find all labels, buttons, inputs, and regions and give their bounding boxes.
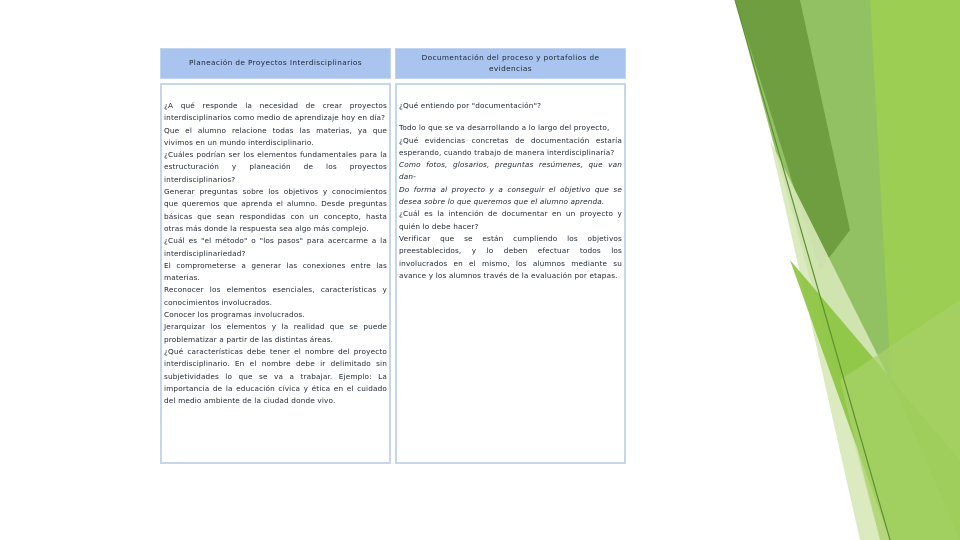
text-paragraph: ¿Cuál es "el método" o "los pasos" para acercarme a la interdisciplinariedad? — [164, 236, 387, 258]
header-documentacion: Documentación del proceso y portafolios de evidencias — [395, 48, 626, 79]
text-paragraph: Jerarquizar los elementos y la realidad que se puede problematizar a partir de las distintas áreas. — [164, 322, 387, 344]
text-paragraph: ¿Qué evidencias concretas de documentación estaría esperando, cuando trabajo de manera interdisciplinaria? — [399, 135, 622, 157]
text-paragraph: Conocer los programas involucrados. — [164, 310, 305, 320]
text-paragraph: Do forma al proyecto y a conseguir el objetivo que se desea sobre lo que queremos que el alumno aprenda. — [399, 184, 622, 207]
text-paragraph: Que el alumno relacione todas las materias, ya que vivimos en un mundo interdisciplinario. — [164, 125, 387, 147]
text-paragraph: ¿Cuál es la intención de documentar en un proyecto y quién lo debe hacer? — [399, 209, 622, 231]
body-documentacion — [395, 83, 626, 464]
text-paragraph: ¿Qué entiendo por "documentación"? — [399, 101, 542, 110]
text-paragraph: Como fotos, glosarios, preguntas resúmenes, que van dan- — [399, 160, 622, 182]
text-paragraph: ¿Qué características debe tener el nombre del proyecto interdisciplinario. En el nombre debe ir delimitado sin subjetividades lo que se va a trabajar. Ejemplo: La importancia de la educación cívica y ética en el cuidado del medio ambiente de la ciudad donde vivo. — [164, 346, 387, 406]
content-table — [160, 48, 626, 464]
header-planeacion: Planeación de Proyectos Interdisciplinarios — [160, 48, 391, 79]
body-planeacion — [160, 83, 391, 464]
text-paragraph: Reconocer los elementos esenciales, características y conocimientos involucrados. — [164, 285, 387, 307]
column-documentacion — [395, 48, 626, 464]
text-paragraph: El comprometerse a generar las conexiones entre las materias. — [164, 260, 387, 283]
text-paragraph: Verificar que se están cumpliendo los objetivos preestablecidos, y lo deben efectuar todos los involucrados en el mismo, los alumnos mediante su avance y los alumnos través de la evaluación por etapas. — [399, 233, 622, 280]
text-paragraph: Todo lo que se va desarrollando a lo largo del proyecto, — [399, 123, 610, 133]
column-planeacion — [160, 48, 391, 464]
text-paragraph: ¿A qué responde la necesidad de crear proyectos interdisciplinarios como medio de aprendizaje hoy en día? — [164, 101, 387, 123]
text-paragraph: ¿Cuáles podrían ser los elementos fundamentales para la estructuración y planeación de los proyectos interdisciplinarios? — [164, 150, 387, 184]
text-paragraph: Generar preguntas sobre los objetivos y conocimientos que queremos que aprenda el alumno. Desde preguntas básicas que sean respondidas con un concepto, hasta otras más donde la respuesta sea algo más complejo. — [164, 187, 387, 233]
